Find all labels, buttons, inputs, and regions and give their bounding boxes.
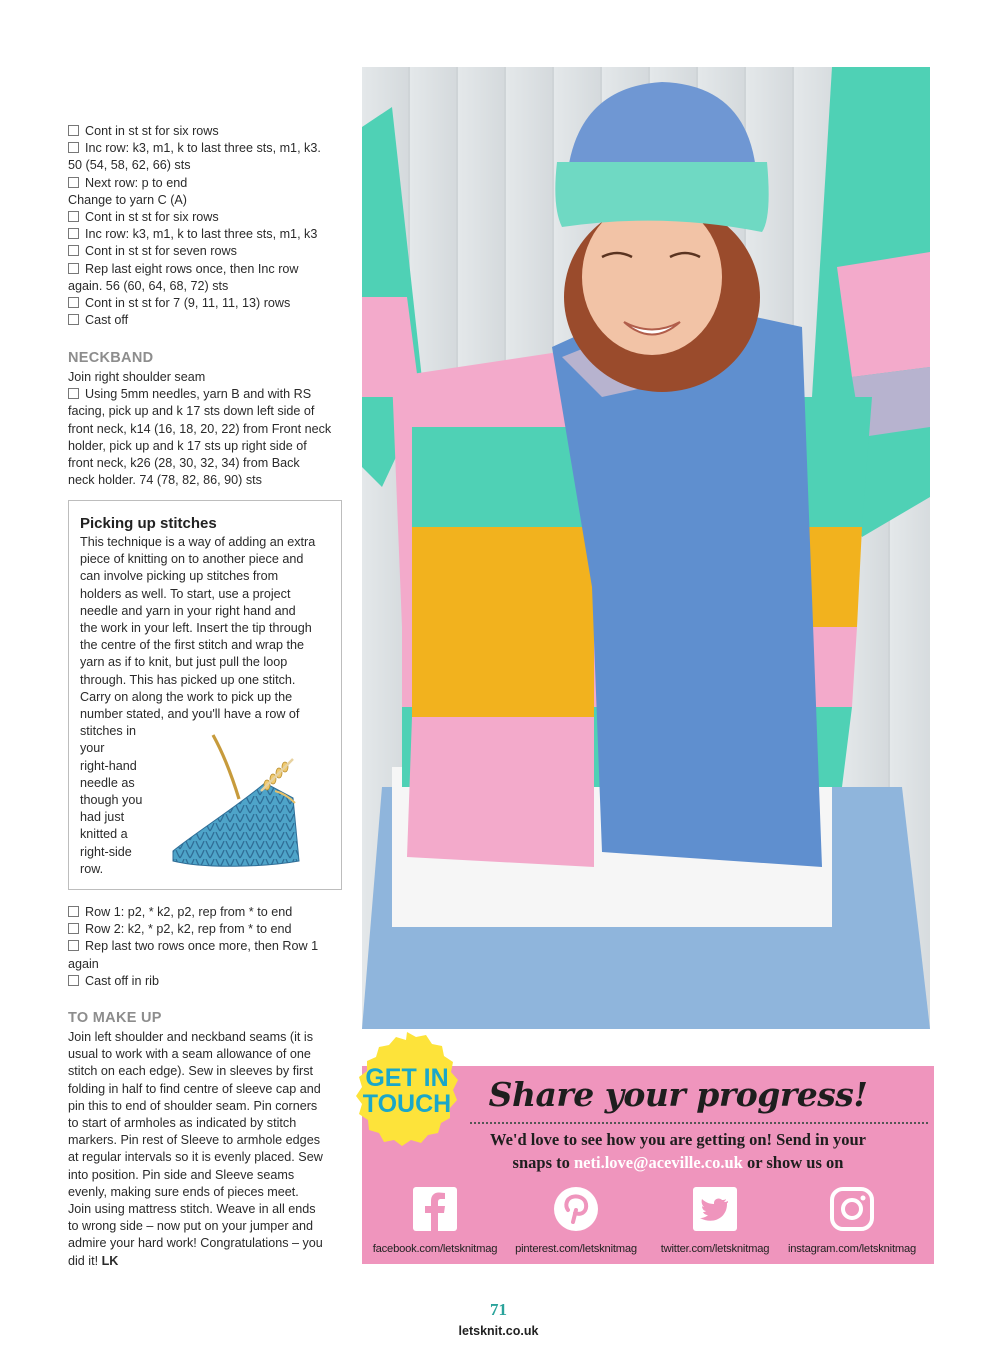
checkbox-icon[interactable] [68, 314, 79, 325]
pattern-line: front neck, k14 (16, 18, 20, 22) from Front neck [68, 421, 332, 436]
pattern-instructions-top [68, 123, 350, 329]
checkbox-icon[interactable] [68, 923, 79, 934]
checkbox-icon[interactable] [68, 228, 79, 239]
page-number: 71 [490, 1300, 507, 1319]
social-twitter[interactable] [645, 1186, 785, 1255]
tip-line: needle as [80, 775, 135, 790]
tip-line: holders as well. To start, use a project [80, 586, 291, 601]
social-instagram[interactable] [782, 1186, 922, 1255]
tip-line: right-side [80, 844, 132, 859]
model-photo-illustration [362, 67, 930, 1029]
tip-line: needle and yarn in your right hand and [80, 603, 296, 618]
tip-line: yarn as if to knit, but just pull the loop [80, 655, 288, 670]
make-up-line: evenly, making sure ends of pieces meet. [68, 1184, 299, 1199]
tip-line: your [80, 741, 105, 756]
pattern-line: Cont in st st for six rows [68, 123, 350, 140]
badge-line-2: TOUCH [362, 1090, 452, 1118]
checkbox-icon[interactable] [68, 263, 79, 274]
make-up-line: Join using mattress stitch. Weave in all ends [68, 1202, 316, 1217]
pattern-line: Next row: p to end [68, 175, 350, 192]
make-up-line: did it! LK [68, 1253, 119, 1268]
tip-line: through. This has picked up one stitch. [80, 672, 296, 687]
checkbox-icon[interactable] [68, 388, 79, 399]
tip-line: had just [80, 810, 125, 825]
pattern-line: facing, pick up and k 17 sts down left side of [68, 404, 315, 419]
pattern-line: holder, pick up and k 17 sts up right side of [68, 438, 307, 453]
twitter-handle: twitter.com/letsknitmag [660, 1243, 770, 1255]
make-up-line: folding in half to find centre of sleeve cap and [68, 1081, 321, 1096]
pattern-line: 50 (54, 58, 62, 66) sts [68, 158, 191, 173]
tip-line: the work in your left. Insert the tip through [80, 621, 312, 636]
make-up-instructions [68, 1029, 350, 1270]
pattern-line: Change to yarn C (A) [68, 192, 187, 207]
make-up-line: to start of armholes as indicated by stitch [68, 1116, 297, 1131]
pinterest-handle: pinterest.com/letsknitmag [515, 1243, 637, 1255]
author-initials: LK [101, 1253, 119, 1268]
make-up-line: stitch on each edge). Sew in sleeves by first [68, 1064, 314, 1079]
tip-line: piece of knitting on to another piece and [80, 552, 304, 567]
checkbox-icon[interactable] [68, 177, 79, 188]
pattern-line: Join right shoulder seam [68, 370, 206, 384]
pinterest-icon [553, 1186, 599, 1232]
checkbox-icon[interactable] [68, 940, 79, 951]
make-up-line: usual to work with a seam allowance of one [68, 1047, 311, 1062]
tip-line: though you [80, 793, 143, 808]
pattern-line: Row 2: k2, * p2, k2, rep from * to end [68, 921, 350, 938]
neckband-instructions [68, 369, 350, 489]
share-title: Share your progress! [488, 1075, 868, 1114]
neckband-heading: NECKBAND [68, 350, 154, 366]
facebook-icon [412, 1186, 458, 1232]
pattern-line: Cast off [68, 312, 350, 329]
checkbox-icon[interactable] [68, 906, 79, 917]
pattern-line: front neck, k26 (28, 30, 32, 34) from Back [68, 456, 300, 471]
pattern-line: Cont in st st for seven rows [68, 243, 350, 260]
tip-line: row. [80, 861, 104, 876]
make-up-line: at regular intervals so it is evenly placed. Sew [68, 1150, 323, 1165]
pattern-line: Row 1: p2, * k2, p2, rep from * to end [68, 904, 350, 921]
checkbox-icon[interactable] [68, 975, 79, 986]
pattern-line: again [68, 956, 99, 971]
email-link[interactable]: neti.love@aceville.co.uk [574, 1153, 743, 1172]
make-up-line: pin this to end of shoulder seam. Pin corners [68, 1098, 318, 1113]
make-up-line: Join left shoulder and neckband seams (it is [68, 1030, 314, 1044]
tip-line: the centre of the first stitch and wrap the [80, 638, 305, 653]
footer-website[interactable]: letsknit.co.uk [458, 1324, 539, 1338]
tip-title: Picking up stitches [80, 515, 217, 532]
share-body: We'd love to see how you are getting on! Send in your snaps to neti.love@aceville.co.uk or show us on [490, 1130, 866, 1172]
checkbox-icon[interactable] [68, 142, 79, 153]
pattern-line: Inc row: k3, m1, k to last three sts, m1, k3. [68, 140, 350, 157]
tip-line: number stated, and you'll have a row of [80, 707, 300, 722]
facebook-handle: facebook.com/letsknitmag [372, 1243, 498, 1255]
dotted-divider [470, 1122, 928, 1124]
pattern-line: Cont in st st for six rows [68, 209, 350, 226]
tip-line: stitches in [80, 724, 136, 739]
tip-line: This technique is a way of adding an extra [80, 535, 316, 549]
pattern-line: Rep last two rows once more, then Row 1 [68, 938, 350, 955]
picking-up-stitches-illustration [165, 733, 325, 873]
pattern-line: Cast off in rib [68, 973, 350, 990]
tip-line: Carry on along the work to pick up the [80, 689, 293, 704]
get-in-touch-badge [349, 1028, 465, 1156]
make-up-line: to wrong side – now put on your jumper and [68, 1219, 314, 1234]
tip-line: can involve picking up stitches from [80, 569, 279, 584]
twitter-icon [692, 1186, 738, 1232]
make-up-heading: TO MAKE UP [68, 1010, 162, 1026]
checkbox-icon[interactable] [68, 211, 79, 222]
instagram-icon [829, 1186, 875, 1232]
checkbox-icon[interactable] [68, 245, 79, 256]
tip-line: knitted a [80, 827, 128, 842]
make-up-line: markers. Pin rest of Sleeve to armhole edges [68, 1133, 320, 1148]
model-photo [362, 67, 930, 1029]
make-up-line: admire your hard work! Congratulations – you [68, 1236, 323, 1251]
pattern-line: again. 56 (60, 64, 68, 72) sts [68, 278, 229, 293]
pattern-line: Inc row: k3, m1, k to last three sts, m1, k3 [68, 226, 350, 243]
checkbox-icon[interactable] [68, 125, 79, 136]
make-up-line: into position. Pin side and Sleeve seams [68, 1167, 295, 1182]
checkbox-icon[interactable] [68, 297, 79, 308]
pattern-line: Using 5mm needles, yarn B and with RS [68, 386, 350, 403]
instagram-handle: instagram.com/letsknitmag [787, 1243, 917, 1255]
pattern-line: Rep last eight rows once, then Inc row [68, 261, 350, 278]
pattern-line: neck holder. 74 (78, 82, 86, 90) sts [68, 473, 262, 488]
tip-box-picking-up-stitches [68, 500, 342, 890]
pattern-line: Cont in st st for 7 (9, 11, 11, 13) rows [68, 295, 350, 312]
rib-instructions [68, 904, 350, 990]
social-pinterest[interactable] [506, 1186, 646, 1255]
tip-line: right-hand [80, 758, 137, 773]
social-facebook[interactable] [365, 1186, 505, 1255]
badge-line-1: GET IN [365, 1064, 449, 1092]
